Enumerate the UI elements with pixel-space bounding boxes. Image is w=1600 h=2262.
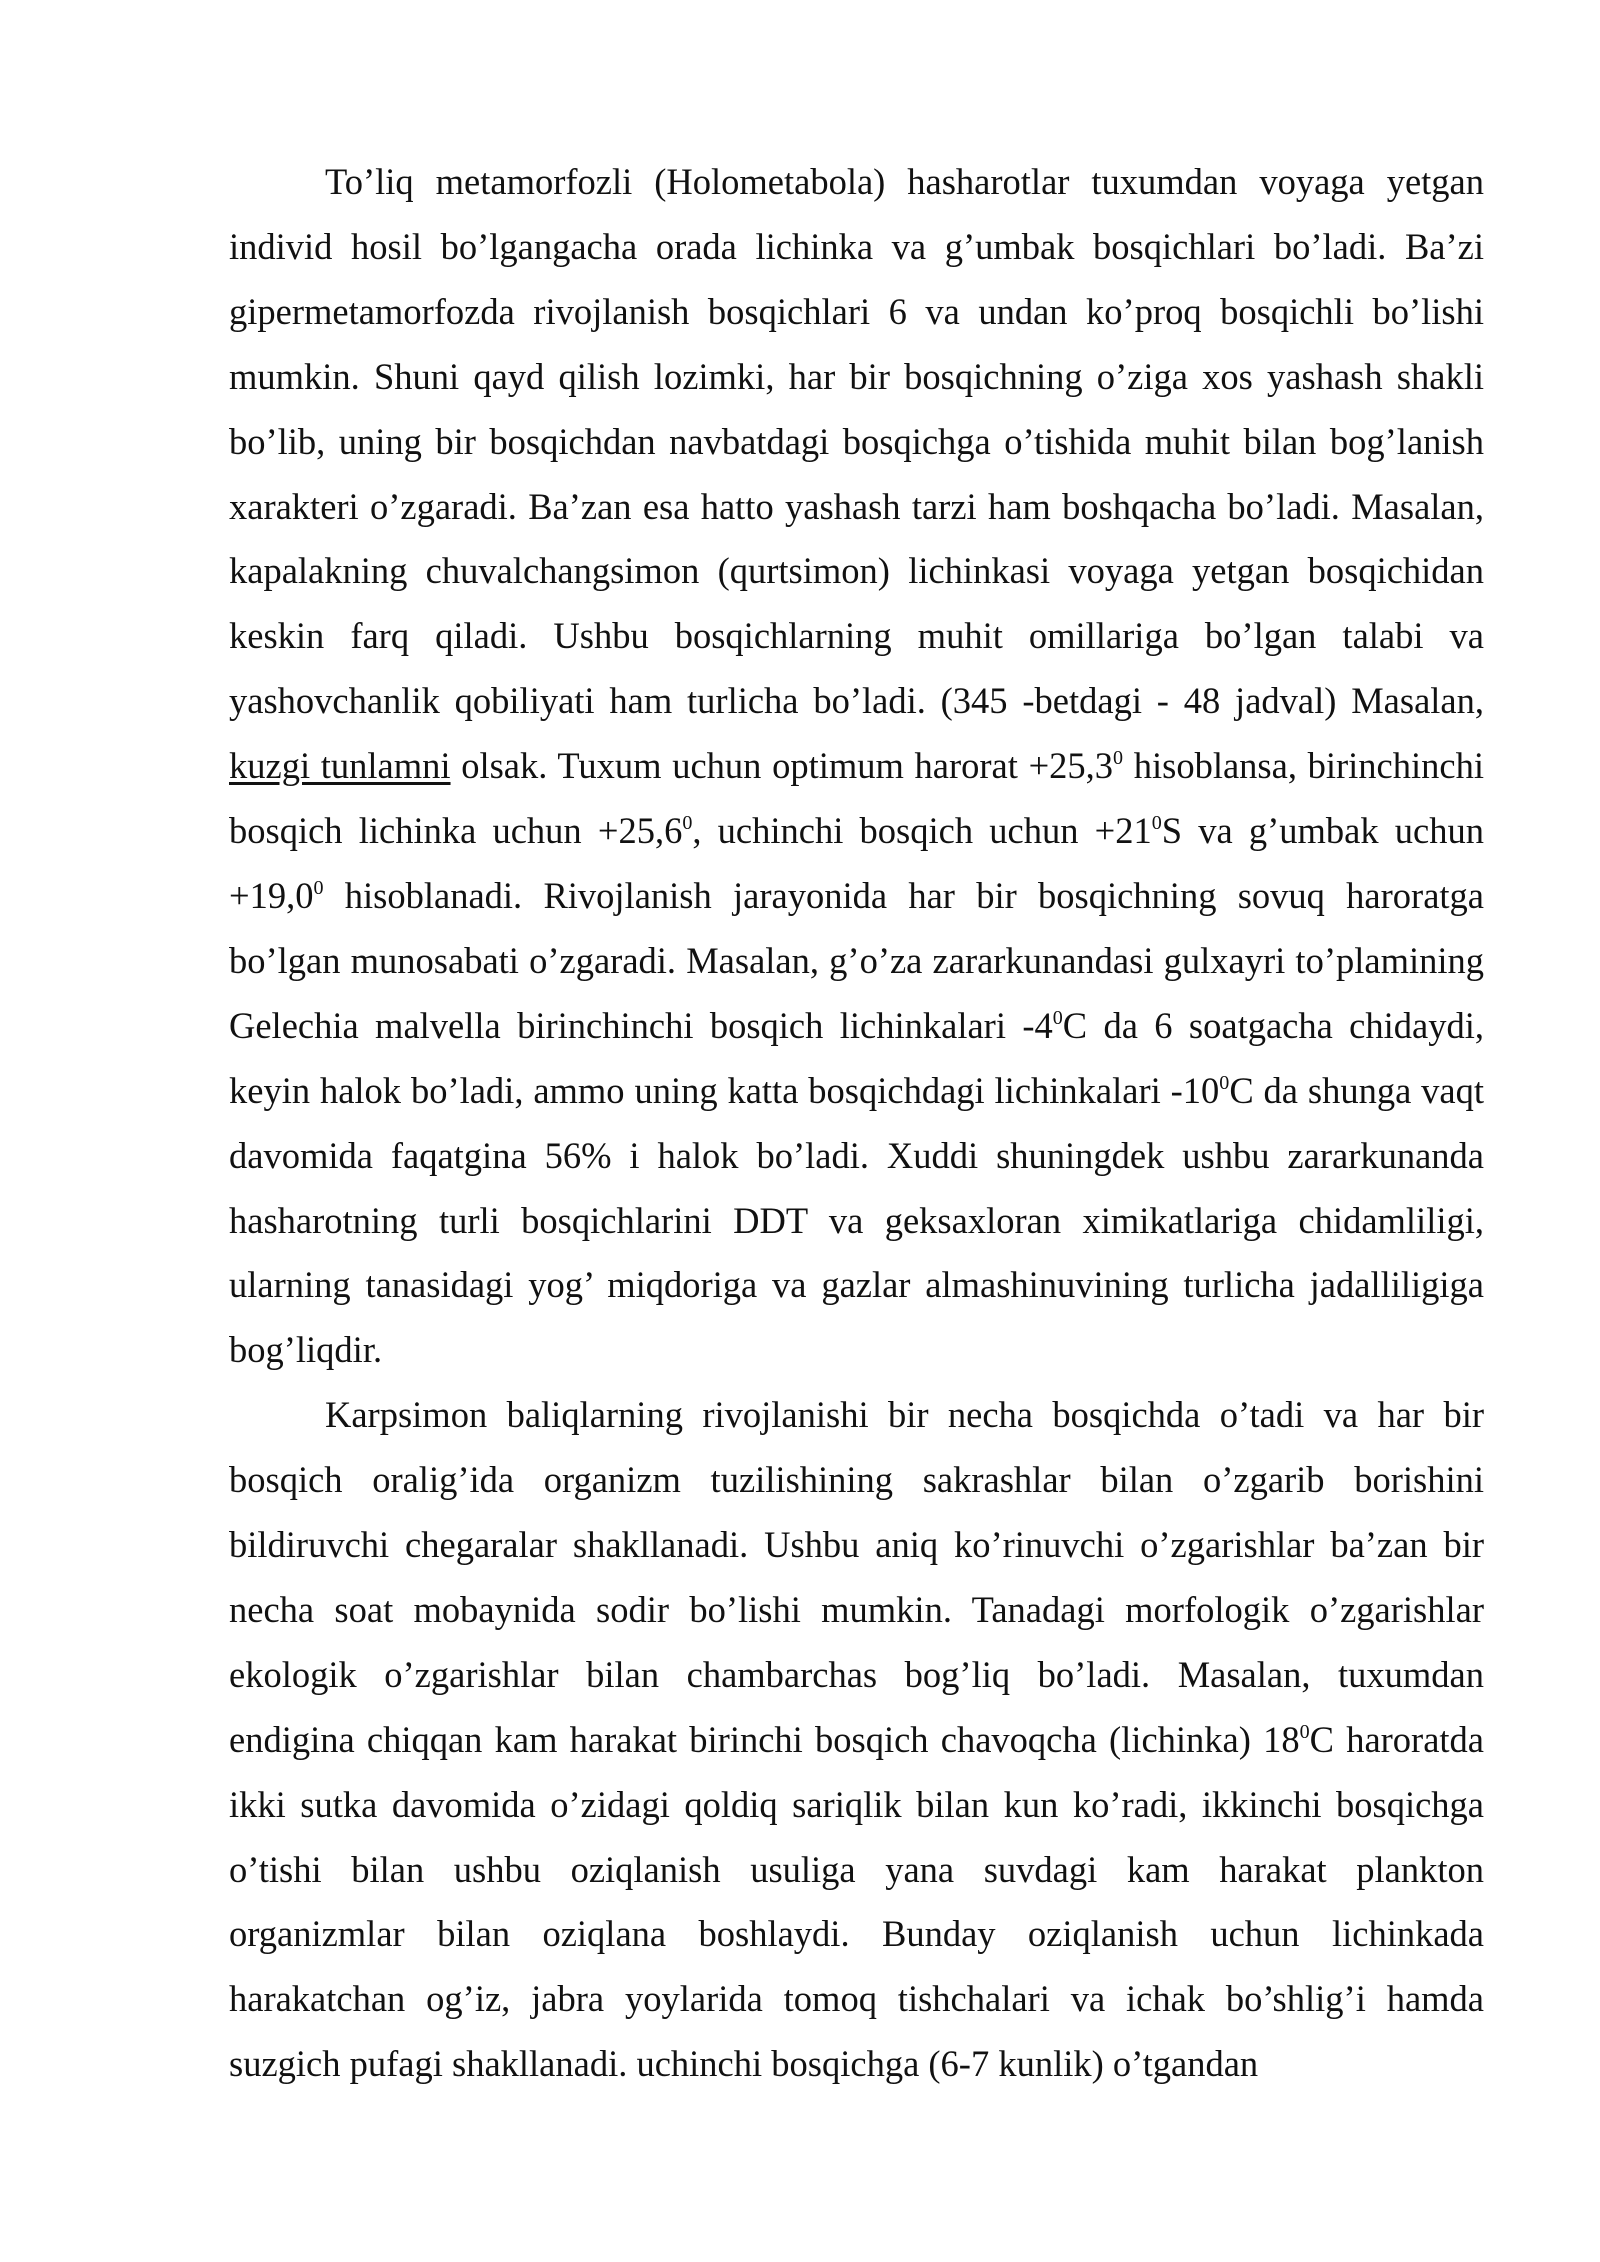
degree-superscript: 0 — [1151, 811, 1162, 834]
text-run: Karpsimon baliqlarning rivojlanishi bir necha bosqichda o’tadi va har bir bosqich oralig’ida organizm tuzilishining sakrashlar bilan o’zgarib borishini bildiruvchi chegaralar shakllanadi. Ushbu aniq ko’rinuvchi o’zgarishlar ba’zan bir necha soat mobaynida sodir bo’lishi mumkin. Tanadagi morfologik o’zgarishlar ekologik o’zgarishlar bilan chambarchas bog’liq bo’ladi. Masalan, tuxumdan endigina chiqqan kam harakat birinchi bosqich chavoqcha (lichinka) 18 — [229, 1394, 1484, 1760]
text-run: C da 6 soatgacha chidaydi, keyin halok bo’ladi, ammo uning katta bosqichdagi lichinkalari -10 — [229, 1004, 1484, 1111]
text-run: C haroratda ikki sutka davomida o’zidagi qoldiq sariqlik bilan kun ko’radi, ikkinchi bosqichga o’tishi bilan ushbu oziqlanish usuliga yana suvdagi kam harakat plankton organizmlar bilan oziqlana boshlaydi. Bunday oziqlanish uchun lichinkada harakatchan og’iz, jabra yoylarida tomoq tishchalari va ichak bo’shlig’i hamda suzgich pufagi shakllanadi. uchinchi bosqichga (6-7 kunlik) o’tgandan — [229, 1718, 1484, 2085]
degree-superscript: 0 — [1113, 747, 1124, 769]
paragraph-1 — [229, 150, 1484, 1383]
text-run: hisoblanadi. Rivojlanish jarayonida har bir bosqichning sovuq haroratga bo’lgan munosabati o’zgaradi. Masalan, g’o’za zararkunandasi gulxayri to’plamining Gelechia malvella birinchinchi bosqich lichinkalari -4 — [229, 874, 1484, 1046]
text-run: To’liq metamorfozli (Holometabola) hasharotlar tuxumdan voyaga yetgan individ hosil bo’lgangacha orada lichinka va g’umbak bosqichlari bo’ladi. Ba’zi gipermetamorfozda rivojlanish bosqichlari 6 va undan ko’proq bosqichli bo’lishi mumkin. Shuni qayd qilish lozimki, har bir bosqichning o’ziga xos yashash shakli bo’lib, uning bir bosqichdan navbatdagi bosqichga o’tishida muhit bilan bog’lanish xarakteri o’zgaradi. Ba’zan esa hatto yashash tarzi ham boshqacha bo’ladi. Masalan, kapalakning chuvalchangsimon (qurtsimon) lichinkasi voyaga yetgan bosqichidan keskin farq qiladi. Ushbu bosqichlarning muhit omillariga bo’lgan talabi va yashovchanlik qobiliyati ham turlicha bo’ladi. (345 -betdagi - 48 jadval) Masalan, — [229, 161, 1484, 722]
degree-superscript: 0 — [1219, 1071, 1230, 1094]
document-body — [229, 150, 1484, 2097]
underlined-text: kuzgi tunlamni — [229, 745, 451, 787]
text-run: olsak. Tuxum uchun optimum harorat +25,3 — [450, 745, 1114, 787]
degree-superscript: 0 — [682, 811, 693, 834]
paragraph-2 — [229, 1383, 1484, 2097]
text-run: , uchinchi bosqich uchun +21 — [692, 810, 1152, 852]
degree-superscript: 0 — [1052, 1006, 1063, 1029]
text-run: hisoblansa, birinchinchi bosqich lichinka uchun +25,6 — [229, 745, 1484, 852]
degree-superscript: 0 — [313, 876, 324, 899]
text-run: C da shunga vaqt davomida faqatgina 56% i halok bo’ladi. Xuddi shuningdek ushbu zararkunanda hasharotning turli bosqichlarini DDT va geksaxloran ximikatlariga chidamliligi, ularning tanasidagi yog’ miqdoriga va gazlar almashinuvining turlicha jadalliligiga bog’liqdir. — [229, 1069, 1484, 1371]
text-run: S va g’umbak uchun +19,0 — [229, 810, 1485, 916]
degree-superscript: 0 — [1299, 1720, 1310, 1743]
